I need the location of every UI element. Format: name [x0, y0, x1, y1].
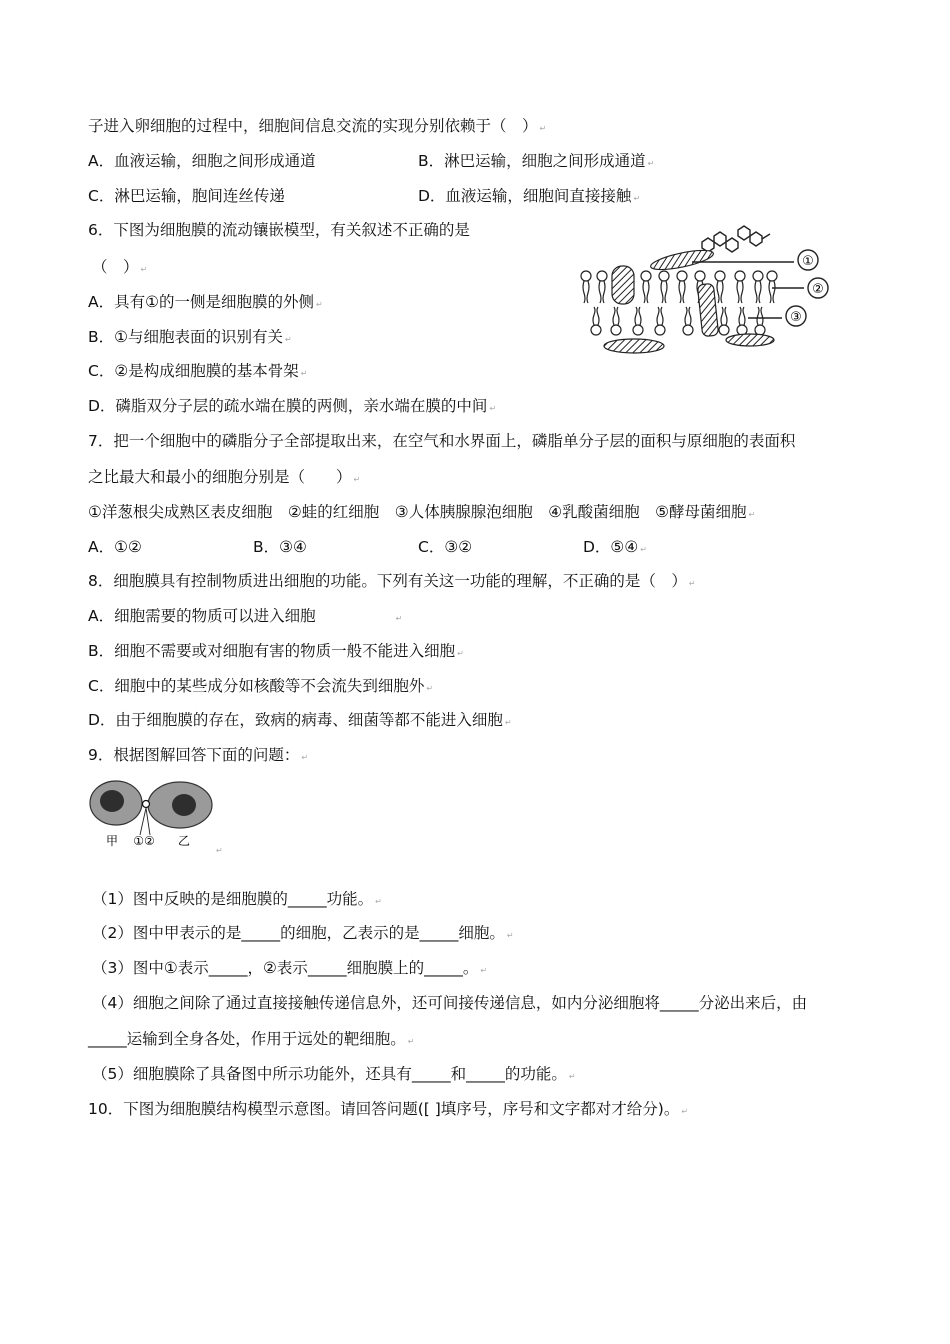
peripheral-protein-right — [726, 334, 774, 346]
phospholipid-tail — [739, 307, 745, 325]
phospholipid-tail — [661, 281, 667, 303]
label-1: ① — [802, 254, 814, 269]
phospholipid-head — [735, 271, 745, 281]
phospholipid-head — [597, 271, 607, 281]
phospholipid-head — [719, 325, 729, 335]
q5-option-c: C．淋巴运输，胞间连丝传递 — [88, 187, 285, 205]
phospholipid-tail — [635, 307, 641, 325]
q5-option-d: D．血液运输，细胞间直接接触 ↵ — [418, 187, 641, 205]
q7-option-d: D．⑤④ ↵ — [583, 538, 647, 556]
q6-option-d: D．磷脂双分子层的疏水端在膜的两侧，亲水端在膜的中间 ↵ — [88, 397, 497, 415]
svg-text:↵: ↵ — [216, 846, 223, 855]
phospholipid-head — [683, 325, 693, 335]
q9-sub-4: （4）细胞之间除了通过直接接触传递信息外，还可间接传递信息，如内分泌细胞将_____分泌出来后，由 — [92, 994, 808, 1012]
label-2: ② — [812, 282, 824, 297]
phospholipid-head — [715, 271, 725, 281]
phospholipid-tail — [613, 307, 619, 325]
phospholipid-tail — [769, 281, 775, 303]
q9-sub-3: （3）图中①表示_____，②表示_____细胞膜上的_____。 ↵ — [92, 959, 488, 977]
phospholipid-tail — [657, 307, 663, 325]
q6-option-c: C．②是构成细胞膜的基本骨架 ↵ — [88, 362, 308, 380]
phospholipid-head — [659, 271, 669, 281]
q7-stem-line1: 7．把一个细胞中的磷脂分子全部提取出来，在空气和水界面上，磷脂单分子层的面积与原细胞的表面积 — [88, 432, 796, 450]
q7-stem-line2: 之比最大和最小的细胞分别是（ ） ↵ — [88, 468, 361, 486]
phospholipid-tail — [643, 281, 649, 303]
phospholipid-tail — [583, 281, 589, 303]
q5-option-b: B．淋巴运输，细胞之间形成通道 ↵ — [418, 152, 655, 170]
q9-sub-4-cont: _____运输到全身各处，作用于远处的靶细胞。 ↵ — [88, 1030, 415, 1048]
q6-option-b: B．①与细胞表面的识别有关 ↵ — [88, 328, 292, 346]
label-yi: 乙 — [177, 834, 191, 848]
phospholipid-head — [655, 325, 665, 335]
cell-jia-nucleus — [100, 790, 124, 812]
phospholipid-head — [755, 325, 765, 335]
phospholipid-tail — [593, 307, 599, 325]
q8-option-b: B．细胞不需要或对细胞有害的物质一般不能进入细胞 ↵ — [88, 642, 464, 660]
label-3: ③ — [790, 310, 802, 325]
phospholipid-lower-layer — [591, 307, 765, 335]
phospholipid-head — [641, 271, 651, 281]
phospholipid-head — [591, 325, 601, 335]
label-12: ①② — [133, 834, 155, 848]
integral-protein-left — [612, 266, 634, 304]
q8-option-a: A．细胞需要的物质可以进入细胞 ↵ — [88, 607, 403, 625]
surface-protein-top — [649, 246, 715, 273]
integral-protein-right — [697, 283, 718, 336]
q9-sub-2: （2）图中甲表示的是_____的细胞，乙表示的是_____细胞。 ↵ — [92, 924, 514, 942]
phospholipid-tail — [757, 307, 763, 325]
phospholipid-head — [611, 325, 621, 335]
q7-option-c: C．③② — [418, 538, 473, 556]
phospholipid-head — [677, 271, 687, 281]
phospholipid-head — [695, 271, 705, 281]
q10-stem: 10．下图为细胞膜结构模型示意图。请回答问题([ ]填序号，序号和文字都对才给分)。 ↵ — [88, 1100, 689, 1118]
phospholipid-head — [767, 271, 777, 281]
peripheral-protein-left — [604, 339, 664, 353]
q8-option-c: C．细胞中的某些成分如核酸等不会流失到细胞外 ↵ — [88, 677, 434, 695]
phospholipid-head — [753, 271, 763, 281]
phospholipid-head — [581, 271, 591, 281]
phospholipid-tail — [679, 281, 685, 303]
q8-option-d: D．由于细胞膜的存在，致病的病毒、细菌等都不能进入细胞 ↵ — [88, 711, 512, 729]
cell-contact-diagram — [88, 777, 224, 855]
phospholipid-tail — [755, 281, 761, 303]
fluid-mosaic-diagram — [572, 222, 842, 358]
phospholipid-tail — [599, 281, 605, 303]
phospholipid-tail — [685, 307, 691, 325]
phospholipid-tail — [721, 307, 727, 325]
q7-option-a: A．①② — [88, 538, 142, 556]
cell-yi-nucleus — [172, 794, 196, 816]
q9-stem: 9．根据图解回答下面的问题： ↵ — [88, 746, 309, 764]
q5-option-a: A．血液运输，细胞之间形成通道 — [88, 152, 316, 170]
phospholipid-upper-layer — [581, 271, 777, 303]
phospholipid-tail — [737, 281, 743, 303]
q6-option-a: A．具有①的一侧是细胞膜的外侧 ↵ — [88, 293, 323, 311]
signal-molecule — [143, 801, 150, 808]
label-jia: 甲 — [105, 834, 119, 848]
q9-sub-5: （5）细胞膜除了具备图中所示功能外，还具有_____和_____的功能。 ↵ — [92, 1065, 576, 1083]
q6-blank: （ ） ↵ — [92, 258, 148, 276]
q6-stem: 6．下图为细胞膜的流动镶嵌模型，有关叙述不正确的是 — [88, 221, 470, 239]
q8-stem: 8．细胞膜具有控制物质进出细胞的功能。下列有关这一功能的理解，不正确的是（ ） ↵ — [88, 572, 696, 590]
phospholipid-head — [633, 325, 643, 335]
phospholipid-tail — [717, 281, 723, 303]
q5-stem: 子进入卵细胞的过程中，细胞间信息交流的实现分别依赖于（ ） ↵ — [88, 117, 547, 135]
q7-items: ①洋葱根尖成熟区表皮细胞 ②蛙的红细胞 ③人体胰腺腺泡细胞 ④乳酸菌细胞 ⑤酵母菌细胞 ↵ — [88, 503, 756, 521]
q7-option-b: B．③④ — [253, 538, 307, 556]
q9-sub-1: （1）图中反映的是细胞膜的_____功能。 ↵ — [92, 890, 382, 908]
